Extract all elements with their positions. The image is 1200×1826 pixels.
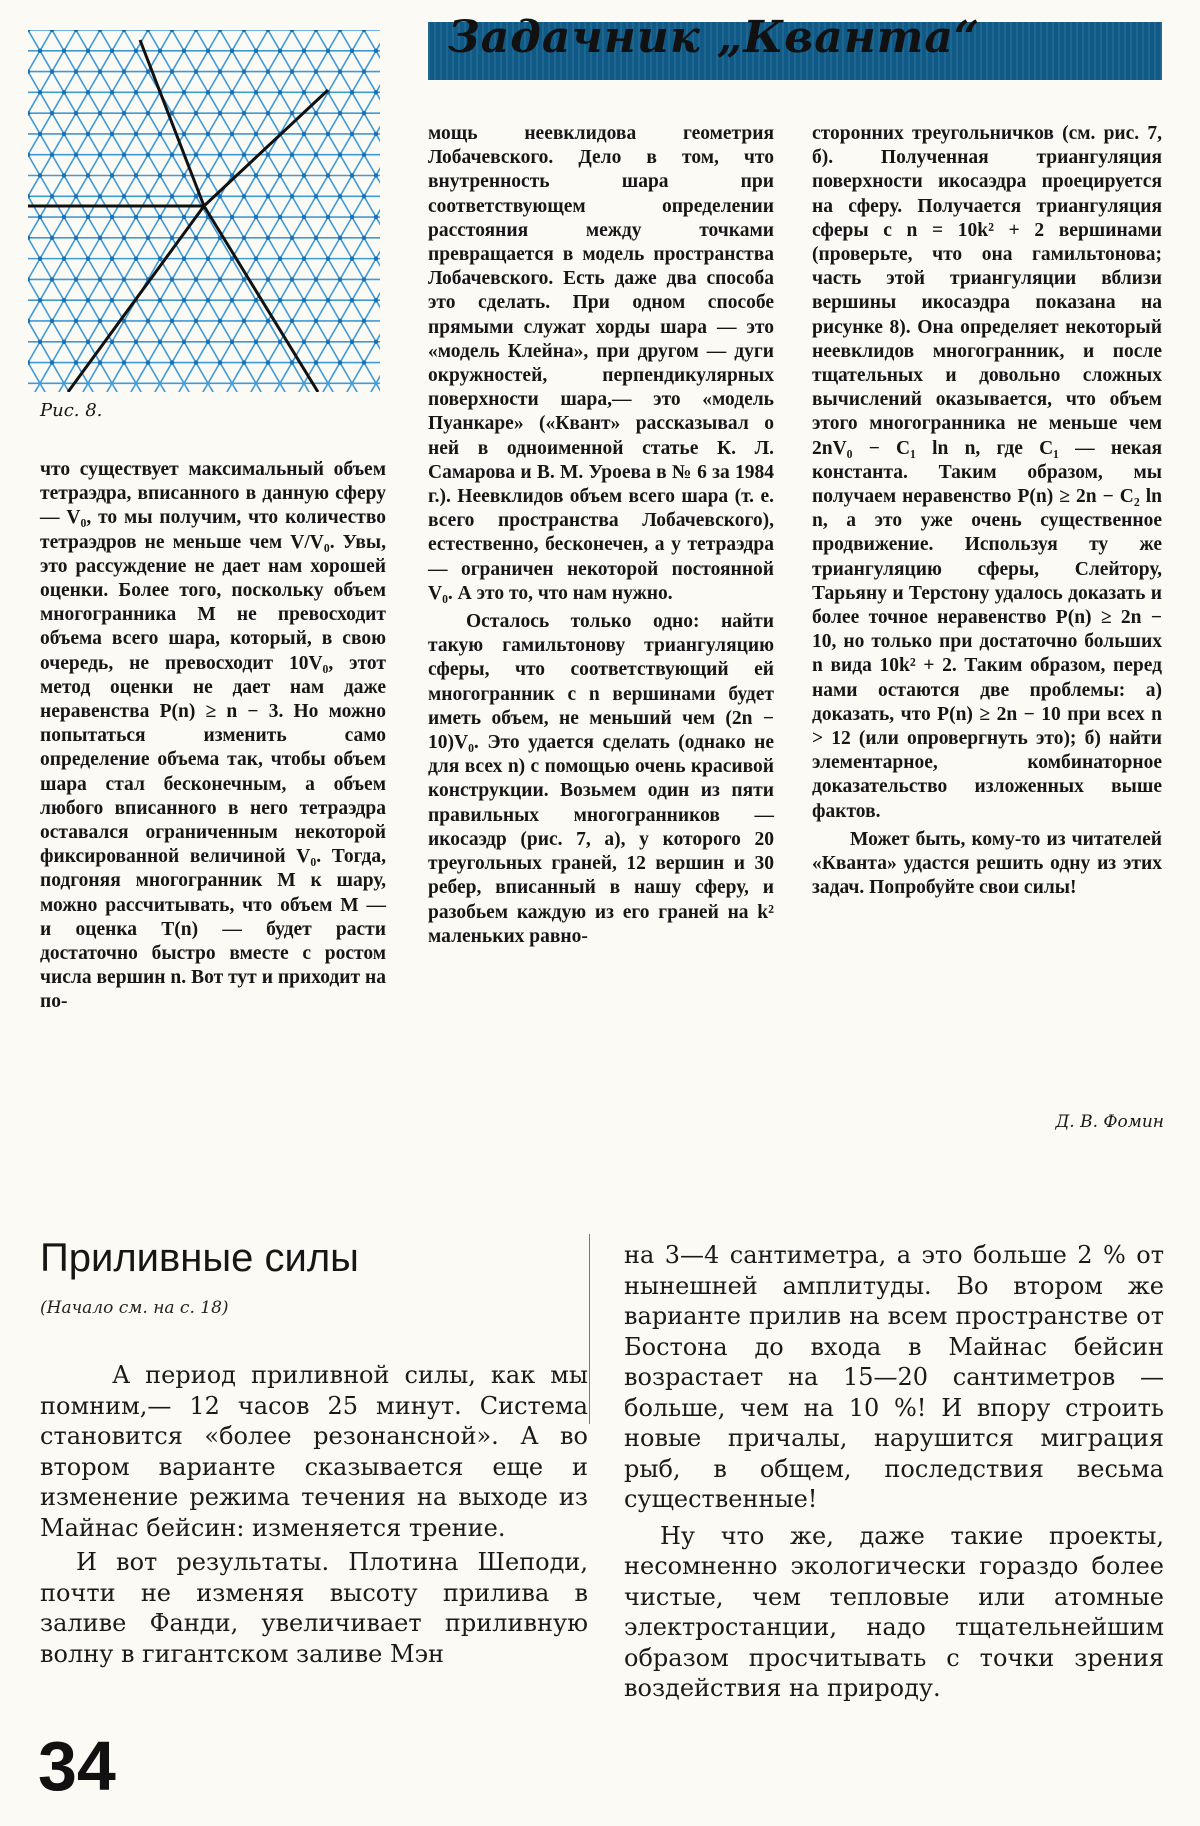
mesh-vertex [218,153,222,157]
mesh-vertex [326,256,330,260]
mesh-vertex [98,319,102,323]
mesh-line [28,30,196,392]
mesh-line [124,30,364,392]
mesh-vertex [194,236,198,240]
mesh-vertex [326,340,330,344]
mesh-line [196,30,380,392]
mesh-vertex [146,111,150,115]
mesh-line [28,30,100,392]
mesh-vertex [254,298,258,302]
mesh-vertex [374,256,378,260]
mesh-vertex [86,49,90,53]
mesh-vertex [350,215,354,219]
mesh-vertex [254,90,258,94]
mesh-vertex [206,298,210,302]
mesh-vertex [362,194,366,198]
mesh-vertex [74,153,78,157]
mesh-line [292,30,380,392]
mesh-vertex [218,319,222,323]
mesh-vertex [158,256,162,260]
mesh-vertex [86,90,90,94]
mesh-vertex [134,90,138,94]
mesh-vertex [62,298,66,302]
mesh-vertex [62,173,66,177]
mesh-line [244,30,380,392]
page-number: 34 [38,1727,116,1805]
mesh-vertex [134,173,138,177]
mesh-vertex [110,215,114,219]
mesh-vertex [362,69,366,73]
mesh-vertex [170,319,174,323]
mesh-line [28,30,52,392]
mesh-vertex [98,236,102,240]
column-divider [589,1234,590,1424]
mesh-vertex [158,132,162,136]
mesh-vertex [206,132,210,136]
article2-col2-p2: Ну что же, даже такие проекты, несомненно экологически гораздо более чистые, чем тепловые или атомные электростанции, надо тщательнейшим образом просчитывать с точки зрения воздействия на природу. [624,1521,1164,1702]
mesh-vertex [314,360,318,364]
article1-col1 [40,458,386,1015]
mesh-vertex [98,360,102,364]
mesh-vertex [290,194,294,198]
mesh-vertex [266,319,270,323]
mesh-vertex [374,298,378,302]
mesh-vertex [302,132,306,136]
mesh-vertex [182,132,186,136]
mesh-vertex [110,298,114,302]
mesh-vertex [110,132,114,136]
mesh-vertex [62,340,66,344]
mesh-vertex [134,340,138,344]
figure-8 [28,30,380,392]
mesh-vertex [182,90,186,94]
mesh-line [28,30,196,392]
mesh-vertex [28,69,30,73]
mesh-vertex [28,153,30,157]
mesh-vertex [326,173,330,177]
mesh-vertex [110,256,114,260]
mesh-vertex [62,49,66,53]
mesh-vertex [278,340,282,344]
mesh-vertex [362,319,366,323]
mesh-vertex [254,340,258,344]
article2-col2 [624,1240,1164,1704]
mesh-vertex [230,256,234,260]
mesh-vertex [98,277,102,281]
mesh-vertex [170,194,174,198]
article1-col2-p1: мощь неевклидова геометрия Лобачевского. Дело в том, что внутренность шара при соответствующем определении расстояния между точками превращается в модель пространства Лобачевского. Есть даже два способа это сделать. При одном способе прямыми служат хорды шара — это «модель Клейна», при другом — дуги окружностей, перпендикулярных поверхности шара,— это «модель Пуанкаре» («Квант» рассказывал о ней в одноименной статье К. Л. Самарова и В. М. Уроева в № 6 за 1984 г.). Неевклидов объем всего шара (т. е. всего пространства Лобачевского), естественно, бесконечен, а у тетраэдра — ограничен некоторой постоянной V₀. А это то, что нам нужно. [428,123,774,604]
mesh-vertex [302,49,306,53]
mesh-vertex [242,194,246,198]
mesh-vertex [362,360,366,364]
mesh-vertex [266,153,270,157]
mesh-vertex [374,215,378,219]
mesh-line [28,30,268,392]
mesh-vertex [86,298,90,302]
mesh-vertex [350,49,354,53]
mesh-vertex [38,173,42,177]
mesh-vertex [86,256,90,260]
mesh-vertex [302,256,306,260]
mesh-vertex [28,194,30,198]
mesh-vertex [338,360,342,364]
mesh-vertex [254,132,258,136]
mesh-line [148,30,380,392]
mesh-vertex [38,132,42,136]
mesh-vertex [302,298,306,302]
mesh-vertex [50,319,54,323]
mesh-vertex [110,49,114,53]
mesh-vertex [38,340,42,344]
mesh-vertex [374,49,378,53]
mesh-vertex [254,173,258,177]
mesh-vertex [206,340,210,344]
mesh-vertex [28,236,30,240]
mesh-vertex [74,194,78,198]
mesh-vertex [158,49,162,53]
mesh-vertex [170,69,174,73]
mesh-vertex [50,236,54,240]
mesh-line [28,30,148,392]
mesh-line [100,30,340,392]
mesh-vertex [98,69,102,73]
mesh-vertex [146,360,150,364]
mesh-vertex [350,173,354,177]
mesh-vertex [350,256,354,260]
mesh-line [28,30,172,392]
mesh-vertex [122,153,126,157]
mesh-vertex [74,277,78,281]
mesh-vertex [254,256,258,260]
mesh-vertex [266,277,270,281]
mesh-vertex [74,111,78,115]
mesh-vertex [218,69,222,73]
mesh-vertex [158,173,162,177]
mesh-line [76,30,316,392]
article1-col3-p2: Может быть, кому-то из читателей «Кванта» удастся решить одну из этих задач. Попробуйте свои силы! [812,828,1162,899]
mesh-vertex [266,69,270,73]
mesh-vertex [374,340,378,344]
mesh-vertex [134,215,138,219]
mesh-vertex [122,69,126,73]
mesh-vertex [242,277,246,281]
mesh-vertex [110,340,114,344]
mesh-vertex [158,340,162,344]
mesh-vertex [74,69,78,73]
mesh-vertex [362,153,366,157]
mesh-line [52,30,292,392]
mesh-vertex [38,49,42,53]
mesh-vertex [290,360,294,364]
mesh-line [52,30,292,392]
mesh-vertex [62,90,66,94]
mesh-vertex [194,360,198,364]
mesh-vertex [182,173,186,177]
mesh-vertex [218,360,222,364]
mesh-vertex [62,215,66,219]
mesh-line [196,30,380,392]
mesh-vertex [182,298,186,302]
article1-col3-p1: сторонних треугольничков (см. рис. 7, б). Полученная триангуляция поверхности икосаэдра проецируется на сферу. Получается триангуляция сферы с n = 10k² + 2 вершинами (проверьте, что она гамильтонова; часть этой триангуляции вблизи вершины икосаэдра показана на рисунке 8). Она определяет некоторый неевклидов многогранник, и после тщательных и довольно сложных вычислений оказывается, что объем этого многогранника не меньше чем 2nV₀ − C₁ ln n, где C₁ — некая константа. Таким образом, мы получаем неравенство P(n) ≥ 2n − C₂ ln n, а это уже очень существенное продвижение. Используя ту же триангуляцию сферы, Слейтору, Тарьяну и Терстону удалось доказать и более точное неравенство P(n) ≥ 2n − 10, но только при достаточно больших n вида 10k² + 2. Таким образом, перед нами остаются две проблемы: а) доказать, что P(n) ≥ 2n − 10 при всех n > 12 (или опровергнуть это); б) найти элементарное, комбинаторное доказательство изложенных выше фактов. [812,123,1162,822]
mesh-vertex [230,215,234,219]
mesh-vertex [314,153,318,157]
mesh-vertex [74,319,78,323]
mesh-vertex [230,49,234,53]
mesh-vertex [278,298,282,302]
mesh-vertex [122,277,126,281]
mesh-vertex [122,194,126,198]
mesh-vertex [326,215,330,219]
article2-col1-p2: И вот результаты. Плотина Шеподи, почти не изменяя высоту прилива в заливе Фанди, увеличивает приливную волну в гигантском заливе Мэн [40,1548,588,1668]
mesh-vertex [206,49,210,53]
mesh-vertex [182,256,186,260]
mesh-vertex [194,111,198,115]
mesh-vertex [350,132,354,136]
mesh-vertex [38,90,42,94]
mesh-vertex [28,360,30,364]
mesh-vertex [374,173,378,177]
mesh-vertex [254,49,258,53]
article2-continuation-note: (Начало см. на с. 18) [40,1298,229,1318]
mesh-vertex [194,69,198,73]
mesh-vertex [194,319,198,323]
mesh-line [244,30,380,392]
mesh-vertex [350,340,354,344]
mesh-vertex [230,132,234,136]
mesh-vertex [338,69,342,73]
mesh-vertex [98,111,102,115]
mesh-vertex [110,173,114,177]
triangulation-mesh [28,30,380,392]
author-signature: Д. В. Фомин [1055,1112,1164,1132]
mesh-vertex [266,194,270,198]
mesh-vertex [194,277,198,281]
mesh-vertex [338,236,342,240]
mesh-vertex [38,215,42,219]
mesh-vertex [218,277,222,281]
mesh-vertex [38,256,42,260]
mesh-line [28,30,220,392]
mesh-vertex [170,111,174,115]
mesh-vertex [290,111,294,115]
mesh-vertex [326,49,330,53]
mesh-vertex [134,132,138,136]
mesh-vertex [158,215,162,219]
mesh-vertex [170,236,174,240]
mesh-vertex [86,340,90,344]
mesh-vertex [62,132,66,136]
article2-col2-p1: на 3—4 сантиметра, а это больше 2 % от нынешней амплитуды. Во втором же варианте прилив на всем пространстве от Бостона до входа в Майнас бейсин возрастает на 15—20 сантиметров — больше, чем на 10 %! И впору строить новые причалы, нарушится миграция рыб, в общем, последствия весьма существенные! [624,1241,1164,1513]
mesh-vertex [50,69,54,73]
mesh-vertex [278,215,282,219]
mesh-line [28,30,100,392]
mesh-vertex [362,277,366,281]
mesh-line [292,30,380,392]
mesh-vertex [170,277,174,281]
mesh-vertex [254,215,258,219]
mesh-vertex [350,298,354,302]
mesh-vertex [230,340,234,344]
mesh-vertex [38,298,42,302]
mesh-vertex [122,360,126,364]
mesh-line [28,30,220,392]
mesh-vertex [98,194,102,198]
mesh-line [148,30,380,392]
article2-title: Приливные силы [40,1236,359,1280]
mesh-vertex [242,236,246,240]
mesh-line [28,30,148,392]
icosahedron-edge [140,40,204,206]
mesh-vertex [146,153,150,157]
mesh-vertex [206,173,210,177]
mesh-vertex [350,90,354,94]
mesh-vertex [230,90,234,94]
mesh-vertex [182,340,186,344]
mesh-vertex [86,173,90,177]
mesh-line [28,30,268,392]
mesh-vertex [28,111,30,115]
mesh-vertex [182,49,186,53]
mesh-vertex [266,360,270,364]
mesh-vertex [326,298,330,302]
article1-col1-p1: что существует максимальный объем тетраэдра, вписанного в данную сферу — V₀, то мы получим, что количество тетраэдров не меньше чем V/V₀. Увы, это рассуждение не дает нам хорошей оценки. Более того, поскольку объем многогранника M не превосходит объема всего шара, который, в свою очередь, не превосходит 10V₀, этот метод оценки не дает нам даже неравенства P(n) ≥ n − 3. Но можно попытаться изменить само определение объема так, чтобы объем шара стал бесконечным, а объем любого вписанного в него тетраэдра оставался ограниченным некоторой фиксированной величиной V₀. Тогда, подгоняя многогранник M к шару, можно рассчитывать, что объем M — и оценка T(n) — будет расти достаточно быстро вместе с ростом числа вершин n. Вот тут и приходит на по- [40,459,386,1013]
mesh-vertex [362,111,366,115]
mesh-vertex [146,194,150,198]
mesh-vertex [50,360,54,364]
mesh-vertex [110,90,114,94]
mesh-line [28,30,52,392]
mesh-vertex [314,69,318,73]
mesh-line [28,30,172,392]
mesh-vertex [28,277,30,281]
mesh-vertex [314,319,318,323]
mesh-vertex [206,256,210,260]
mesh-vertex [302,173,306,177]
mesh-vertex [230,298,234,302]
mesh-vertex [50,153,54,157]
mesh-vertex [194,153,198,157]
mesh-vertex [278,49,282,53]
mesh-vertex [122,236,126,240]
mesh-vertex [314,236,318,240]
mesh-vertex [170,360,174,364]
mesh-vertex [182,215,186,219]
mesh-vertex [338,194,342,198]
mesh-vertex [302,340,306,344]
mesh-vertex [338,319,342,323]
mesh-vertex [28,319,30,323]
mesh-vertex [266,236,270,240]
mesh-vertex [86,132,90,136]
mesh-vertex [338,153,342,157]
mesh-vertex [134,49,138,53]
mesh-vertex [362,236,366,240]
mesh-vertex [170,153,174,157]
mesh-vertex [290,277,294,281]
mesh-vertex [146,319,150,323]
mesh-vertex [278,90,282,94]
mesh-vertex [74,236,78,240]
mesh-vertex [374,132,378,136]
mesh-vertex [338,111,342,115]
mesh-vertex [134,256,138,260]
mesh-vertex [338,277,342,281]
figure-caption: Рис. 8. [40,400,103,421]
mesh-vertex [98,153,102,157]
mesh-vertex [290,69,294,73]
mesh-vertex [302,215,306,219]
mesh-vertex [146,69,150,73]
mesh-vertex [158,298,162,302]
mesh-vertex [50,111,54,115]
mesh-vertex [314,194,318,198]
section-header-title: Задачник „Кванта“ [448,12,981,63]
mesh-vertex [314,277,318,281]
mesh-vertex [242,360,246,364]
article1-col2 [428,122,774,949]
mesh-line [100,30,340,392]
mesh-vertex [290,153,294,157]
article2-col1 [40,1360,588,1669]
mesh-vertex [74,360,78,364]
mesh-vertex [374,90,378,94]
mesh-vertex [242,69,246,73]
mesh-vertex [218,111,222,115]
mesh-vertex [50,194,54,198]
mesh-vertex [290,236,294,240]
mesh-vertex [242,153,246,157]
mesh-vertex [314,111,318,115]
mesh-vertex [62,256,66,260]
mesh-vertex [290,319,294,323]
article2-col1-p1: А период приливной силы, как мы помним,— 12 часов 25 минут. Система становится «более резонансной». А во втором варианте сказывается еще и изменение режима течения на выходе из Майнас бейсин: изменяется трение. [40,1361,588,1542]
mesh-vertex [242,319,246,323]
mesh-vertex [194,194,198,198]
mesh-vertex [242,111,246,115]
mesh-vertex [122,111,126,115]
mesh-vertex [86,215,90,219]
article1-col3 [812,122,1162,901]
mesh-vertex [326,132,330,136]
mesh-line [76,30,316,392]
mesh-vertex [50,277,54,281]
mesh-vertex [146,236,150,240]
mesh-vertex [302,90,306,94]
mesh-line [124,30,364,392]
mesh-vertex [218,194,222,198]
mesh-vertex [206,90,210,94]
mesh-vertex [278,256,282,260]
article1-col2-p2: Осталось только одно: найти такую гамильтонову триангуляцию сферы, что соответствующий ей многогранник с n вершинами будет иметь объем, не меньший чем (2n − 10)V₀. Это удается сделать (однако не для всех n) с помощью очень красивой конструкции. Возьмем один из пяти правильных многогранников — икосаэдр (рис. 7, а), у которого 20 треугольных граней, 12 вершин и 30 ребер, вписанный в нашу сферу, и разобьем каждую из его граней на k² маленьких равно- [428,611,774,947]
mesh-vertex [266,111,270,115]
mesh-vertex [278,173,282,177]
